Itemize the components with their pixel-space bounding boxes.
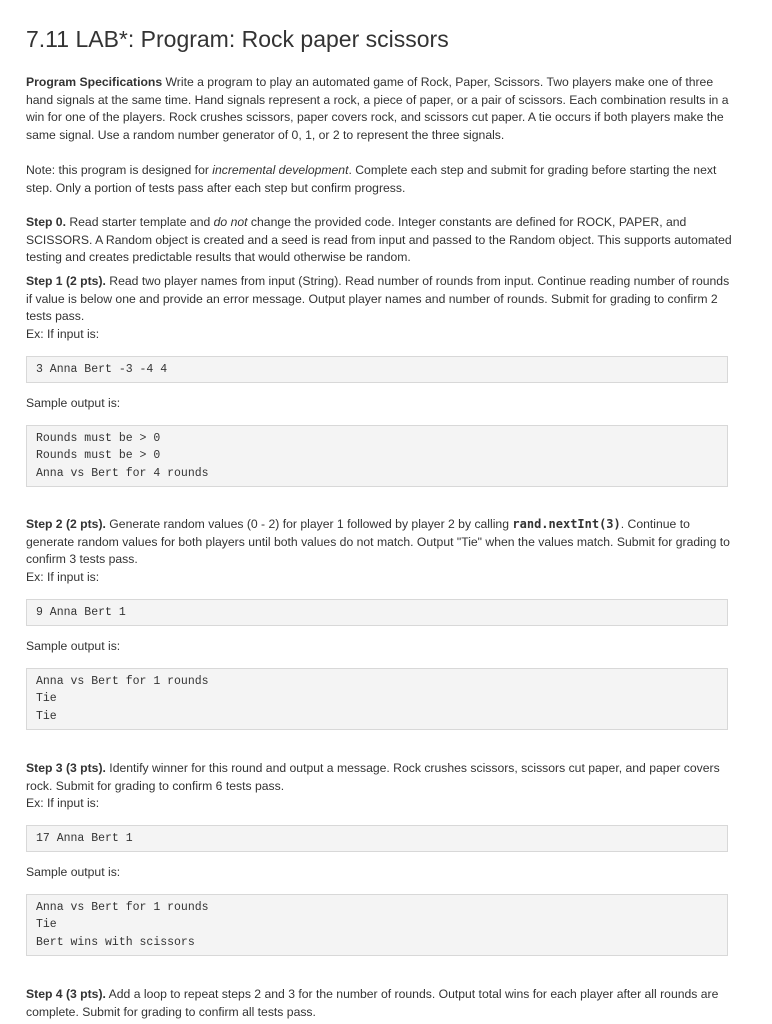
step-2-label: Step 2 (2 pts). — [26, 517, 106, 531]
code-line: Bert wins with scissors — [36, 935, 195, 949]
code-line: 9 Anna Bert 1 — [36, 606, 126, 619]
step-2-after: . Continue to generate random values for both players until both values do not match. Output "Tie" when the values match. Submit for grading to confirm 3 tests pass. — [26, 517, 730, 566]
code-line: 17 Anna Bert 1 — [36, 832, 133, 845]
step-2-input-box — [26, 599, 728, 626]
step-2-example-label: Ex: If input is: — [26, 569, 100, 584]
note-before: Note: this program is designed for — [26, 163, 213, 177]
step-3-label: Step 3 (3 pts). — [26, 761, 106, 775]
code-line: Rounds must be > 0 — [36, 432, 161, 445]
step-4-label: Step 4 (3 pts). — [26, 987, 106, 1001]
step-2-code: rand.nextInt(3) — [512, 517, 621, 531]
code-line: Anna vs Bert for 1 rounds — [36, 675, 209, 688]
note-emphasis: incremental development — [212, 163, 349, 177]
step-1-input-box — [26, 356, 728, 383]
code-line: Tie — [36, 918, 57, 932]
step-2-before: Generate random values (0 - 2) for player 1 followed by player 2 by calling — [105, 517, 513, 531]
step-2 — [26, 516, 734, 586]
step-4-text: Add a loop to repeat steps 2 and 3 for the number of rounds. Output total wins for each player after all rounds are complete. Submit for grading to confirm all tests pass. — [26, 987, 719, 1019]
step-2-output-box — [26, 668, 728, 730]
note-after: . Complete each step and submit for grading before starting the next step. Only a portion of tests pass after each step but confirm progress. — [26, 163, 717, 195]
step-1-label: Step 1 (2 pts). — [26, 274, 106, 288]
step-0-emphasis: do not — [213, 215, 248, 229]
step-1-output-box — [26, 425, 728, 487]
step-0-label: Step 0. — [26, 215, 66, 229]
code-line: Anna vs Bert for 1 rounds — [36, 901, 209, 914]
step-0-after: change the provided code. Integer constants are defined for ROCK, PAPER, and SCISSORS. A Random object is created and a seed is read from input and passed to the Random object. This supports automated testing and creates predictable results that would otherwise be random. — [26, 215, 732, 264]
spec-text: Write a program to play an automated game of Rock, Paper, Scissors. Two players make one of three hand signals at the same time. Hand signals represent a rock, a piece of paper, or a pair of scissors. Each combination results in a win for one of the players. Rock crushes scissors, paper covers rock, and scissors cut paper. A tie occurs if both players make the same signal. Use a random number generator of 0, 1, or 2 to represent the three signals. — [26, 75, 729, 142]
step-3-output-box — [26, 894, 728, 956]
code-line: Tie — [36, 709, 57, 723]
step-3-input-box — [26, 825, 728, 852]
step-0 — [26, 214, 734, 267]
code-line: Tie — [36, 692, 57, 706]
spec-label: Program Specifications — [26, 75, 163, 89]
page-title: 7.11 LAB*: Program: Rock paper scissors — [26, 26, 449, 52]
code-line: Anna vs Bert for 4 rounds — [36, 466, 209, 480]
step-1-sample-label: Sample output is: — [26, 396, 121, 410]
step-1-text: Read two player names from input (String). Read number of rounds from input. Continue reading number of rounds if value is below one and provide an error message. Output player names and number of rounds. Submit for grading to confirm 2 tests pass. — [26, 274, 730, 323]
step-1-example-label: Ex: If input is: — [26, 326, 100, 341]
step-3-example-label: Ex: If input is: — [26, 796, 100, 810]
code-line: 3 Anna Bert -3 -4 4 — [36, 363, 168, 376]
step-0-before: Read starter template and — [65, 215, 214, 229]
code-line: Rounds must be > 0 — [36, 449, 161, 463]
step-3-sample-label: Sample output is: — [26, 865, 121, 879]
step-3 — [26, 760, 734, 813]
step-4 — [26, 986, 734, 1021]
step-1 — [26, 273, 734, 343]
step-3-text: Identify winner for this round and output a message. Rock crushes scissors, scissors cut paper, and paper covers rock. Submit for grading to confirm 6 tests pass. — [26, 761, 720, 793]
incremental-note — [26, 162, 734, 197]
step-2-sample-label: Sample output is: — [26, 639, 121, 653]
program-specifications — [26, 74, 734, 144]
